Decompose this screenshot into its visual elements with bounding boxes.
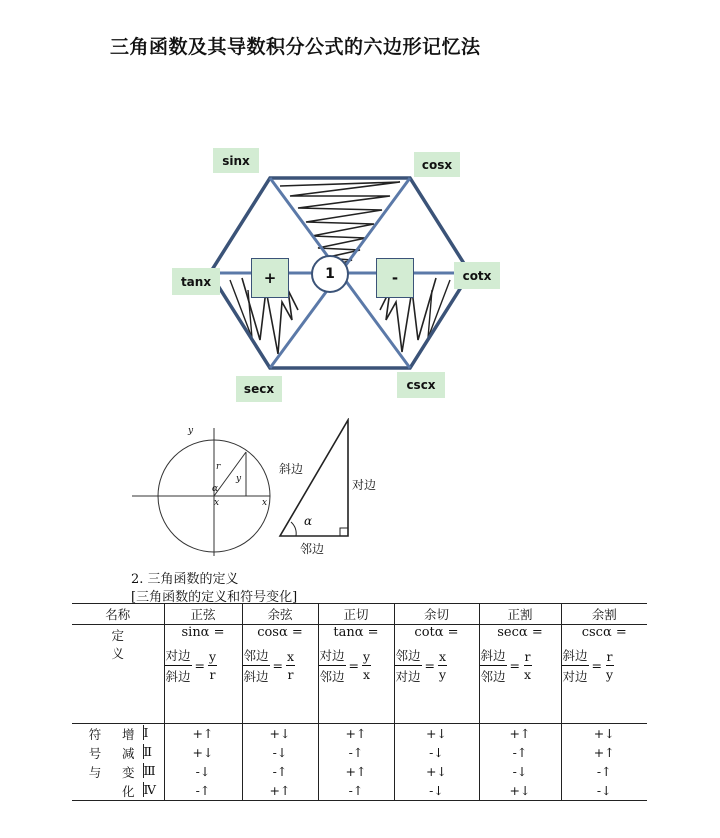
def-num: 斜边 bbox=[562, 646, 589, 666]
table-row bbox=[72, 762, 647, 781]
var-label-b bbox=[118, 781, 164, 801]
header-sec: 正割 bbox=[479, 604, 561, 625]
section-heading: 2. 三角函数的定义 bbox=[131, 572, 239, 587]
def-char-2: 义 bbox=[111, 646, 124, 661]
definition-sec: secα = $\frac{\text{斜边}}{\text{邻边}}$ = $\frac{r}{x}$ bbox=[479, 625, 561, 724]
definition-tan: tanα = $\frac{\text{对边}}{\text{邻边}}$ = $\frac{y}{x}$ bbox=[318, 625, 394, 724]
var-label-b bbox=[118, 743, 164, 762]
table-cell: +↓ bbox=[242, 724, 318, 744]
table-cell: +↑ bbox=[164, 724, 242, 744]
var-label-b bbox=[118, 762, 164, 781]
def-rnum: x bbox=[287, 649, 295, 664]
var-label-a: 与 bbox=[88, 764, 102, 780]
opposite-label: 对边 bbox=[352, 478, 377, 492]
table-cell: -↓ bbox=[242, 743, 318, 762]
quadrant-label: Ⅰ bbox=[143, 725, 164, 740]
definition-figures bbox=[128, 418, 388, 558]
table-cell: -↑ bbox=[318, 743, 394, 762]
quadrant-label: Ⅲ bbox=[143, 763, 164, 778]
var-label-a: 号 bbox=[88, 745, 102, 761]
label-secx: secx bbox=[236, 376, 282, 402]
table-header-row bbox=[72, 604, 647, 625]
var-label-b-text: 变 bbox=[122, 764, 135, 780]
table-cell: -↓ bbox=[394, 743, 479, 762]
def-num: 对边 bbox=[319, 646, 346, 666]
header-csc: 余割 bbox=[561, 604, 647, 625]
def-rden: y bbox=[439, 667, 447, 682]
label-cotx: cotx bbox=[454, 262, 500, 289]
table-row bbox=[72, 743, 647, 762]
plus-box: + bbox=[251, 258, 289, 298]
x-leg-label: x bbox=[214, 498, 220, 508]
header-tan: 正切 bbox=[318, 604, 394, 625]
circle-alpha-label: α bbox=[212, 484, 219, 494]
section-subheading: [三角函数的定义和符号变化] bbox=[131, 590, 298, 605]
def-fn: sinα = bbox=[181, 625, 225, 640]
radius-line bbox=[214, 452, 246, 496]
label-cosx: cosx bbox=[414, 152, 460, 177]
def-char-1: 定 bbox=[111, 628, 124, 643]
hexagon-diagram bbox=[160, 140, 520, 410]
center-one-circle: 1 bbox=[311, 255, 349, 293]
def-den: 斜边 bbox=[243, 669, 269, 684]
table-cell: +↑ bbox=[242, 781, 318, 801]
table-row bbox=[72, 724, 647, 744]
def-den: 对边 bbox=[562, 669, 588, 684]
def-rnum: y bbox=[209, 649, 217, 664]
def-rden: r bbox=[287, 667, 294, 682]
table-cell: -↓ bbox=[394, 781, 479, 801]
def-rden: y bbox=[606, 667, 614, 682]
table-cell: -↑ bbox=[164, 781, 242, 801]
definition-cos: cosα = $\frac{\text{邻边}}{\text{斜边}}$ = $\frac{x}{r}$ bbox=[242, 625, 318, 724]
table-cell: +↓ bbox=[394, 724, 479, 744]
definition-cot: cotα = $\frac{\text{邻边}}{\text{对边}}$ = $\frac{x}{y}$ bbox=[394, 625, 479, 724]
definition-label bbox=[72, 625, 164, 724]
table-cell: +↓ bbox=[164, 743, 242, 762]
def-num: 斜边 bbox=[480, 646, 507, 666]
def-fn: cotα = bbox=[414, 625, 459, 640]
table-cell: -↓ bbox=[561, 781, 647, 801]
def-rnum: r bbox=[606, 649, 613, 664]
axis-y-label: y bbox=[188, 426, 194, 436]
def-num: 邻边 bbox=[243, 646, 270, 666]
table-cell: -↑ bbox=[561, 762, 647, 781]
table-row bbox=[72, 781, 647, 801]
def-fn: secα = bbox=[497, 625, 543, 640]
var-label-b-text: 增 bbox=[122, 726, 135, 742]
var-label-b-text: 减 bbox=[122, 745, 135, 761]
adjacent-label: 邻边 bbox=[300, 542, 325, 556]
var-label-a: 符 bbox=[88, 726, 102, 742]
hypotenuse-label: 斜边 bbox=[279, 462, 304, 476]
definition-csc: cscα = $\frac{\text{斜边}}{\text{对边}}$ = $\frac{r}{y}$ bbox=[561, 625, 647, 724]
var-label-b-text: 化 bbox=[122, 783, 135, 799]
table-cell: -↑ bbox=[318, 781, 394, 801]
def-num: 对边 bbox=[165, 646, 192, 666]
def-rnum: x bbox=[439, 649, 447, 664]
def-den: 对边 bbox=[395, 669, 421, 684]
def-den: 邻边 bbox=[480, 669, 506, 684]
quadrant-label: Ⅳ bbox=[143, 782, 164, 797]
minus-box: - bbox=[376, 258, 414, 298]
table-cell: +↑ bbox=[561, 743, 647, 762]
quadrant-label: Ⅱ bbox=[143, 744, 164, 759]
var-label-b bbox=[118, 724, 164, 744]
axis-x-label: x bbox=[262, 498, 268, 508]
def-rnum: y bbox=[363, 649, 371, 664]
table-cell: +↓ bbox=[479, 781, 561, 801]
table-cell: +↓ bbox=[394, 762, 479, 781]
right-triangle bbox=[280, 420, 348, 536]
radius-label: r bbox=[216, 462, 221, 472]
triangle-alpha-label: α bbox=[304, 514, 313, 528]
y-leg-label: y bbox=[236, 474, 242, 484]
def-rnum: r bbox=[524, 649, 531, 664]
table-cell: +↑ bbox=[318, 724, 394, 744]
label-sinx: sinx bbox=[213, 148, 259, 173]
definition-sin: sinα = $\frac{\text{对边}}{\text{斜边}}$ = $\frac{y}{r}$ bbox=[164, 625, 242, 724]
def-fn: cscα = bbox=[581, 625, 627, 640]
def-den: 斜边 bbox=[165, 669, 191, 684]
label-tanx: tanx bbox=[172, 268, 220, 295]
def-fn: tanα = bbox=[333, 625, 379, 640]
table-cell: -↑ bbox=[242, 762, 318, 781]
def-rden: r bbox=[209, 667, 216, 682]
def-rden: x bbox=[363, 667, 371, 682]
figures-svg bbox=[128, 418, 388, 558]
var-label-a bbox=[72, 781, 118, 801]
trig-definition-table bbox=[72, 603, 647, 801]
page-title: 三角函数及其导数积分公式的六边形记忆法 bbox=[110, 36, 481, 58]
header-name: 名称 bbox=[72, 604, 164, 625]
def-den: 邻边 bbox=[319, 669, 345, 684]
header-cot: 余切 bbox=[394, 604, 479, 625]
table-cell: -↓ bbox=[164, 762, 242, 781]
def-fn: cosα = bbox=[257, 625, 303, 640]
table-cell: +↓ bbox=[561, 724, 647, 744]
table-cell: +↑ bbox=[318, 762, 394, 781]
header-cos: 余弦 bbox=[242, 604, 318, 625]
table-definition-row bbox=[72, 625, 647, 724]
zigzag-top bbox=[280, 182, 400, 266]
table-cell: -↑ bbox=[479, 743, 561, 762]
table-cell: -↓ bbox=[479, 762, 561, 781]
header-sin: 正弦 bbox=[164, 604, 242, 625]
def-num: 邻边 bbox=[395, 646, 422, 666]
label-cscx: cscx bbox=[397, 372, 445, 398]
table-cell: +↑ bbox=[479, 724, 561, 744]
def-rden: x bbox=[524, 667, 532, 682]
